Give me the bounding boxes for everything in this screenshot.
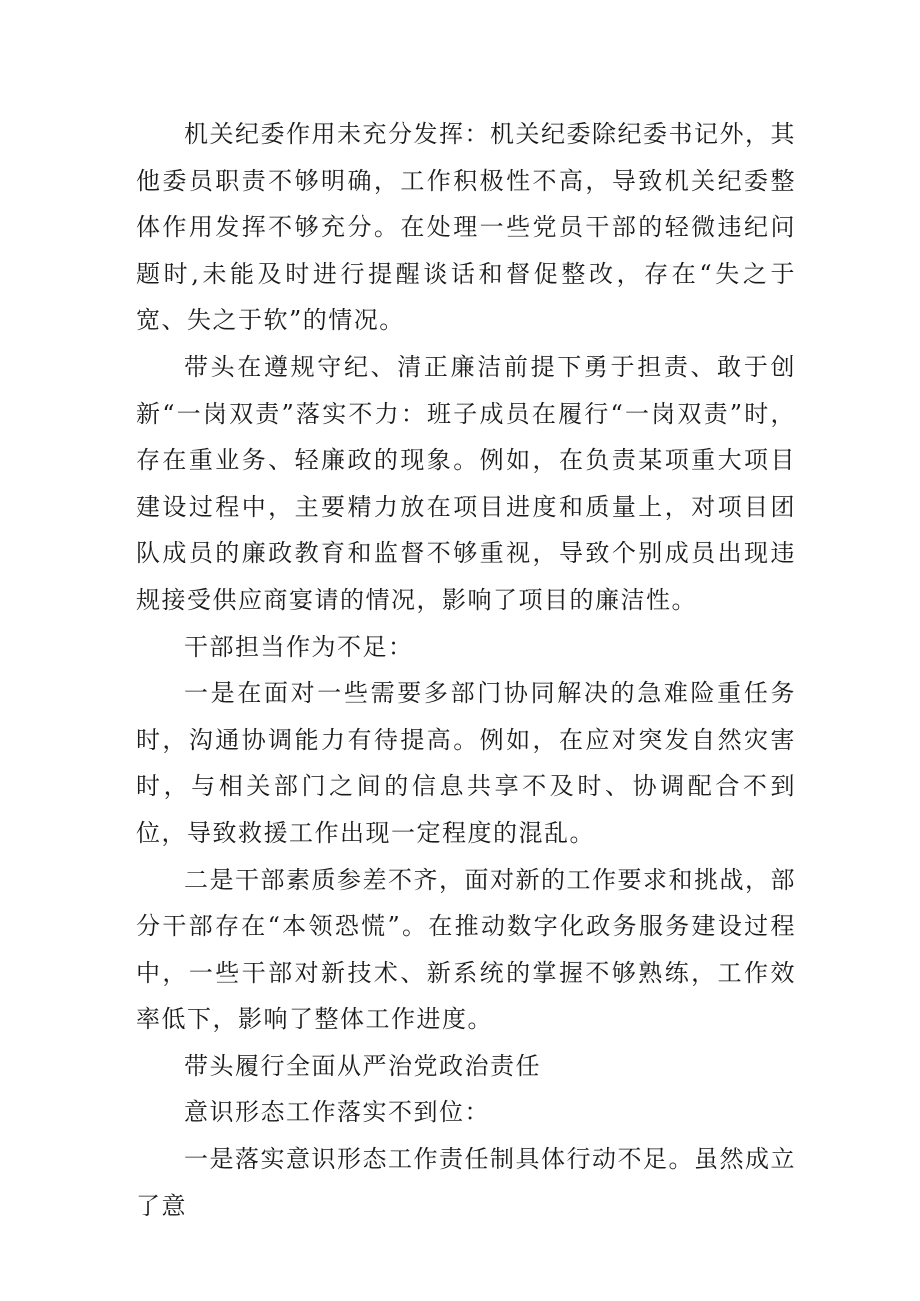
paragraph-discipline-committee: 机关纪委作用未充分发挥：机关纪委除纪委书记外，其他委员职责不够明确，工作积极性不高，导致机关纪委整体作用发挥不够充分。在处理一些党员干部的轻微违纪问题时,未能及时进行提醒谈话和督促整改，存在“失之于宽、失之于软”的情况。 bbox=[136, 120, 796, 335]
paragraph-ideology-responsibility: 一是落实意识形态工作责任制具体行动不足。虽然成立了意 bbox=[136, 1145, 796, 1220]
heading-ideology-work: 意识形态工作落实不到位： bbox=[184, 1098, 490, 1127]
document-body bbox=[136, 111, 796, 1229]
paragraph-one-post-two-duties: 带头在遵规守纪、清正廉洁前提下勇于担责、敢于创新“一岗双责”落实不力：班子成员在履行“一岗双责”时，存在重业务、轻廉政的现象。例如，在负责某项重大项目建设过程中，主要精力放在项目进度和质量上，对项目团队成员的廉政教育和监督不够重视，导致个别成员出现违规接受供应商宴请的情况，影响了项目的廉洁性。 bbox=[136, 352, 796, 614]
paragraph-coordination: 一是在面对一些需要多部门协同解决的急难险重任务时，沟通协调能力有待提高。例如，在应对突发自然灾害时，与相关部门之间的信息共享不及时、协调配合不到位，导致救援工作出现一定程度的混乱。 bbox=[136, 679, 796, 847]
heading-party-governance: 带头履行全面从严治党政治责任 bbox=[184, 1051, 541, 1080]
heading-cadre-responsibility: 干部担当作为不足： bbox=[184, 632, 414, 661]
paragraph-cadre-quality: 二是干部素质参差不齐，面对新的工作要求和挑战，部分干部存在“本领恐慌”。在推动数字化政务服务建设过程中，一些干部对新技术、新系统的掌握不够熟练，工作效率低下，影响了整体工作进度。 bbox=[136, 865, 796, 1034]
